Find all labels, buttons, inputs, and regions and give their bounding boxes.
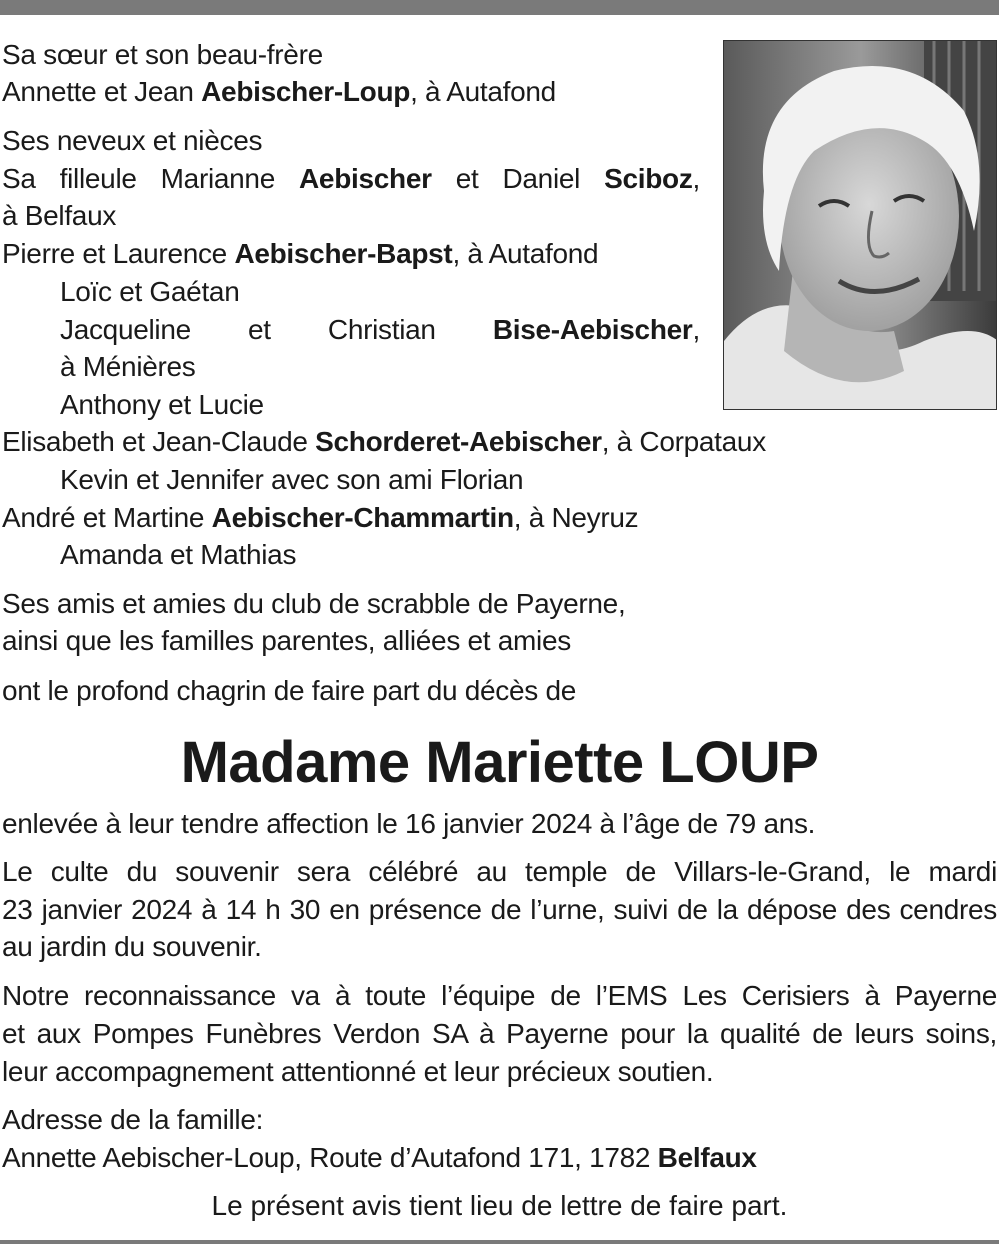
text-line: Elisabeth et Jean-Claude Schorderet-Aebischer, à Corpataux	[2, 426, 766, 457]
text-line: Annette Aebischer-Loup, Route d’Autafond 171, 1782 Belfaux	[2, 1142, 757, 1173]
text-line: au jardin du souvenir.	[2, 931, 262, 962]
text-line: ont le profond chagrin de faire part du décès de	[2, 675, 576, 706]
closing-line: Le présent avis tient lieu de lettre de faire part.	[211, 1190, 788, 1221]
text-line: Anthony et Lucie	[60, 389, 264, 420]
text-line: Notre reconnaissance va à toute l’équipe de l’EMS Les Cerisiers à Payerne	[2, 980, 997, 1011]
text-line: leur accompagnement attentionné et leur précieux soutien.	[2, 1056, 714, 1087]
text-line: Le culte du souvenir sera célébré au temple de Villars-le-Grand, le mardi	[2, 856, 997, 887]
text-line: André et Martine Aebischer-Chammartin, à Neyruz	[2, 502, 639, 533]
portrait-illustration	[724, 41, 997, 410]
text-line: Loïc et Gaétan	[60, 276, 240, 307]
deceased-name-title: Madame Mariette LOUP	[180, 730, 819, 795]
text-line: Kevin et Jennifer avec son ami Florian	[60, 464, 524, 495]
text-line: Sa filleule Marianne Aebischer et Daniel Sciboz,	[2, 163, 700, 194]
text-line: Amanda et Mathias	[60, 539, 297, 570]
text-line: à Belfaux	[2, 200, 117, 231]
text-line: et aux Pompes Funèbres Verdon SA à Payerne pour la qualité de leurs soins,	[2, 1018, 997, 1049]
text-line: ainsi que les familles parentes, alliées et amies	[2, 625, 571, 656]
text-line: Ses neveux et nièces	[2, 125, 263, 156]
text-line: enlevée à leur tendre affection le 16 janvier 2024 à l’âge de 79 ans.	[2, 808, 816, 839]
top-rule	[0, 0, 999, 15]
text-line: Annette et Jean Aebischer-Loup, à Autafond	[2, 76, 556, 107]
text-line: Pierre et Laurence Aebischer-Bapst, à Autafond	[2, 238, 599, 269]
text-line: 23 janvier 2024 à 14 h 30 en présence de l’urne, suivi de la dépose des cendres	[2, 894, 997, 925]
text-line: Adresse de la famille:	[2, 1104, 264, 1135]
text-line: Sa sœur et son beau-frère	[2, 39, 323, 70]
text-line: Jacqueline et Christian Bise-Aebischer,	[60, 314, 700, 345]
text-line: à Ménières	[60, 351, 196, 382]
bottom-rule	[0, 1240, 999, 1244]
text-line: Ses amis et amies du club de scrabble de Payerne,	[2, 588, 626, 619]
portrait-photo	[723, 40, 997, 410]
